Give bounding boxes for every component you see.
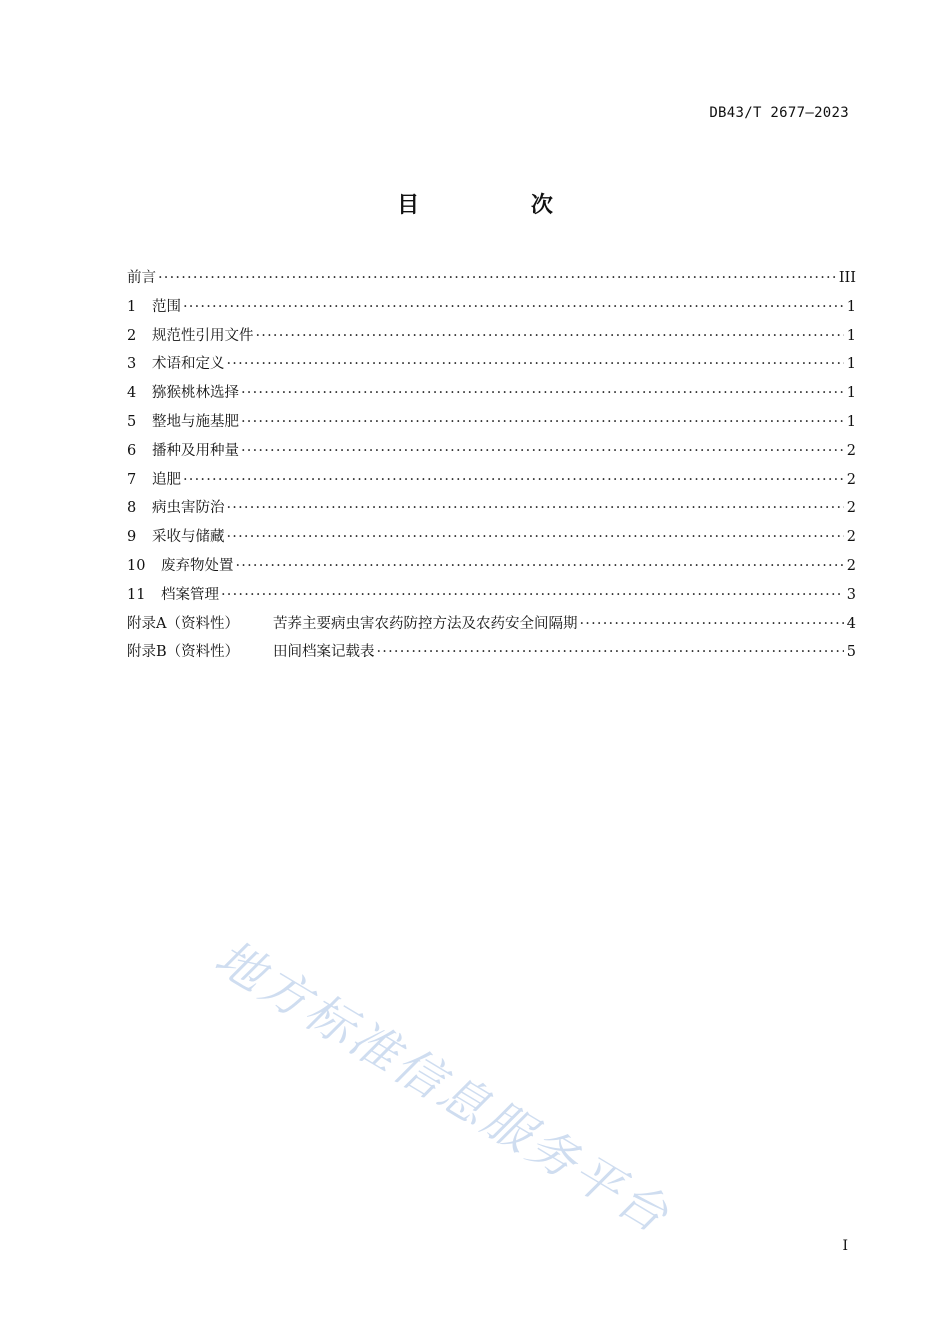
toc-entry-5[interactable] xyxy=(127,410,856,439)
toc-leader-dots xyxy=(241,414,844,430)
toc-entry-page: 2 xyxy=(846,529,856,546)
toc-entry-number: 2 xyxy=(127,327,137,344)
toc-entry-label: 废弃物处置 xyxy=(161,557,234,574)
toc-leader-dots xyxy=(377,644,845,660)
toc-entry-page: 2 xyxy=(846,442,856,459)
toc-entry-10[interactable] xyxy=(127,554,856,583)
toc-entry-appendix-b[interactable] xyxy=(127,640,856,669)
toc-leader-dots xyxy=(221,587,844,603)
toc-entry-11[interactable] xyxy=(127,583,856,612)
toc-entry-1[interactable] xyxy=(127,295,856,324)
toc-entry-label: 追肥 xyxy=(152,471,181,488)
toc-entry-page: 4 xyxy=(846,615,856,632)
toc-entry-label: 前言 xyxy=(127,270,156,286)
toc-entry-number: 4 xyxy=(127,385,137,402)
toc-entry-page: 1 xyxy=(846,413,856,430)
toc-entry-page: 3 xyxy=(846,586,856,603)
toc-entry-page: 1 xyxy=(846,356,856,373)
toc-entry-page: 2 xyxy=(846,471,856,488)
toc-entry-number: 6 xyxy=(127,442,137,459)
toc-entry-number: 5 xyxy=(127,413,137,430)
toc-entry-label: 病虫害防治 xyxy=(152,500,225,517)
toc-leader-dots xyxy=(183,299,844,315)
toc-leader-dots xyxy=(580,616,845,632)
toc-entry-number: 7 xyxy=(127,471,137,488)
toc-leader-dots xyxy=(241,385,844,401)
toc-entry-page: 1 xyxy=(846,298,856,315)
document-code: DB43/T 2677—2023 xyxy=(709,105,849,121)
toc-leader-dots xyxy=(227,500,845,516)
toc-entry-number: 9 xyxy=(127,529,137,546)
toc-entry-number: 11 xyxy=(127,586,146,603)
toc-leader-dots xyxy=(158,270,837,286)
toc-entry-label: 规范性引用文件 xyxy=(152,327,254,344)
toc-entry-page: 2 xyxy=(846,557,856,574)
toc-entry-label: 档案管理 xyxy=(161,586,219,603)
toc-entry-page: 5 xyxy=(846,644,856,661)
toc-appendix-tag: 附录B（资料性） xyxy=(127,644,240,661)
toc-entry-label: 采收与储藏 xyxy=(152,529,225,546)
toc-leader-dots xyxy=(183,472,844,488)
toc-entry-4[interactable] xyxy=(127,381,856,410)
toc-entry-label: 田间档案记载表 xyxy=(273,644,375,661)
toc-entry-3[interactable] xyxy=(127,352,856,381)
toc-entry-number: 10 xyxy=(127,557,146,574)
toc-entry-8[interactable] xyxy=(127,496,856,525)
toc-leader-dots xyxy=(236,558,845,574)
toc-leader-dots xyxy=(241,443,844,459)
toc-entry-page: 1 xyxy=(846,385,856,402)
toc-leader-dots xyxy=(227,529,845,545)
page-title: 目 次 xyxy=(397,193,605,218)
toc-entry-foreword[interactable] xyxy=(127,266,856,295)
toc-entry-7[interactable] xyxy=(127,468,856,497)
toc-entry-number: 8 xyxy=(127,500,137,517)
toc-entry-label: 苦荞主要病虫害农药防控方法及农药安全间隔期 xyxy=(273,615,578,632)
toc-entry-page: 2 xyxy=(846,500,856,517)
toc-entry-number: 3 xyxy=(127,356,137,373)
toc-entry-appendix-a[interactable] xyxy=(127,612,856,641)
toc-entry-label: 猕猴桃林选择 xyxy=(152,385,239,402)
toc-entry-page: III xyxy=(838,270,856,286)
toc-entry-label: 播种及用种量 xyxy=(152,442,239,459)
toc-entry-page: 1 xyxy=(846,327,856,344)
table-of-contents xyxy=(127,266,856,669)
toc-appendix-tag: 附录A（资料性） xyxy=(127,615,239,632)
toc-entry-9[interactable] xyxy=(127,525,856,554)
watermark: 地方标准信息服务平台 xyxy=(205,929,681,1246)
page-number: I xyxy=(842,1238,848,1254)
toc-entry-label: 整地与施基肥 xyxy=(152,413,239,430)
toc-leader-dots xyxy=(227,356,845,372)
toc-entry-2[interactable] xyxy=(127,324,856,353)
toc-entry-number: 1 xyxy=(127,298,137,315)
toc-entry-label: 范围 xyxy=(152,298,181,315)
toc-leader-dots xyxy=(256,328,845,344)
toc-entry-label: 术语和定义 xyxy=(152,356,225,373)
toc-entry-6[interactable] xyxy=(127,439,856,468)
